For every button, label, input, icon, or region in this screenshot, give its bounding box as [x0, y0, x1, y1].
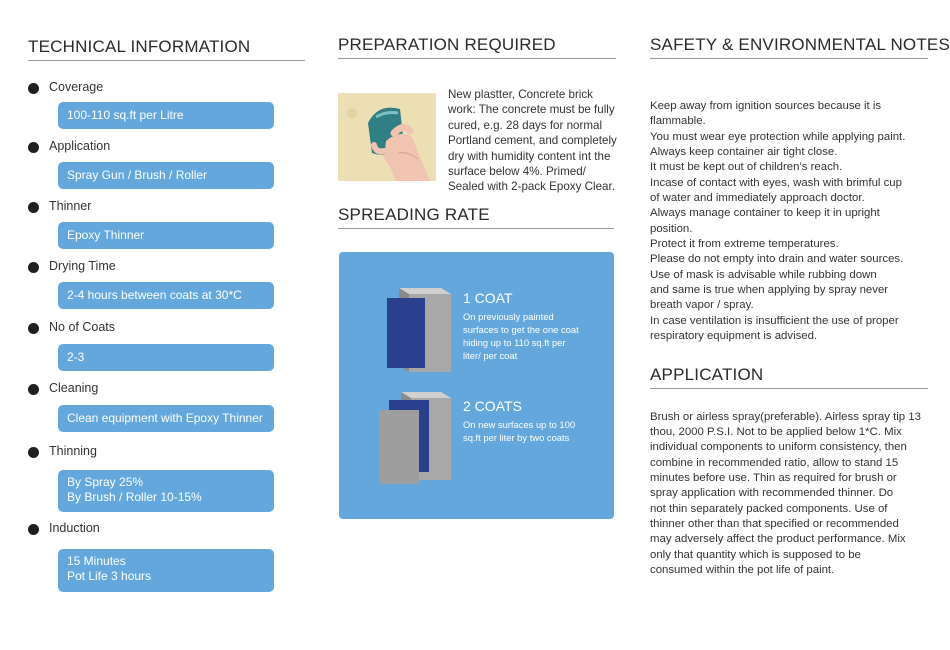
application-line: combine in recommended ratio, allow to stand 15	[650, 456, 899, 469]
technical-item-value: Spray Gun / Brush / Roller	[58, 162, 274, 189]
application-line: consumed within the pot life of paint.	[650, 563, 835, 576]
technical-item-value: By Spray 25% By Brush / Roller 10-15%	[58, 470, 274, 512]
safety-line: flammable.	[650, 115, 706, 128]
technical-item-label: Drying Time	[49, 259, 116, 273]
bullet-icon	[28, 262, 39, 273]
technical-item-label: Thinning	[49, 444, 97, 458]
safety-heading: SAFETY & ENVIRONMENTAL NOTES	[650, 35, 928, 59]
application-line: thou, 2000 P.S.I. Not to be applied below 1*C. Mix	[650, 425, 902, 438]
sanding-hand-image	[338, 93, 436, 181]
safety-line: Please do not empty into drain and water sources.	[650, 253, 904, 266]
bullet-icon	[28, 384, 39, 395]
technical-item-value: 2-4 hours between coats at 30*C	[58, 282, 274, 309]
safety-line: respiratory equipment is advised.	[650, 330, 818, 343]
safety-line: It must be kept out of children’s reach.	[650, 161, 843, 174]
safety-notes-text	[650, 99, 928, 345]
spreading-rate-panel	[339, 252, 614, 519]
application-line: not thin separately packed components. Use of	[650, 502, 888, 515]
bullet-icon	[28, 202, 39, 213]
safety-line: In case ventilation is insufficient the use of proper	[650, 314, 899, 327]
bullet-icon	[28, 142, 39, 153]
spreading-rate-heading: SPREADING RATE	[338, 205, 614, 229]
application-line: individual components to uniform consistency, then	[650, 441, 907, 454]
technical-item-label: Coverage	[49, 80, 104, 94]
technical-item-value: 2-3	[58, 344, 274, 371]
technical-item-label: Induction	[49, 521, 100, 535]
safety-application-section	[650, 0, 950, 578]
two-coats-description: On new surfaces up to 100 sq.ft per liter by two coats	[463, 419, 576, 443]
safety-line: Use of mask is advisable while rubbing down	[650, 268, 877, 281]
application-line: only that quantity which is supposed to be	[650, 548, 861, 561]
safety-line: Always keep container air tight close.	[650, 146, 838, 159]
safety-line: of water and immediately approach doctor.	[650, 192, 865, 205]
safety-line: Protect it from extreme temperatures.	[650, 238, 839, 251]
bullet-icon	[28, 447, 39, 458]
technical-item-value: Clean equipment with Epoxy Thinner	[58, 405, 274, 432]
technical-item-value: 15 Minutes Pot Life 3 hours	[58, 549, 274, 592]
safety-line: breath vapor / spray.	[650, 299, 754, 312]
technical-information-heading: TECHNICAL INFORMATION	[28, 37, 305, 61]
bullet-icon	[28, 524, 39, 535]
technical-item-label: No of Coats	[49, 320, 116, 334]
safety-line: Incase of contact with eyes, wash with brimful cup	[650, 176, 902, 189]
bullet-icon	[28, 83, 39, 94]
application-line: may adversely affect the product performance. Mix	[650, 533, 906, 546]
application-line: Brush or airless spray(preferable). Airless spray tip 13	[650, 410, 921, 423]
technical-item-label: Thinner	[49, 199, 92, 213]
one-coat-title: 1 COAT	[463, 290, 513, 306]
one-coat-icon	[385, 286, 455, 376]
one-coat-description: On previously painted surfaces to get the one coat hiding up to 110 sq.ft per liter/ per coat	[463, 311, 579, 361]
safety-line: position.	[650, 222, 693, 235]
preparation-section	[338, 0, 617, 443]
safety-line: and same is true when applying by spray never	[650, 284, 889, 297]
technical-item-value: 100-110 sq.ft per Litre	[58, 102, 274, 129]
technical-item-label: Cleaning	[49, 381, 99, 395]
preparation-heading: PREPARATION REQUIRED	[338, 35, 616, 59]
application-line: spray application with recommended thinner. Do	[650, 487, 894, 500]
application-line: thinner other than that specified or recommended	[650, 517, 899, 530]
safety-line: Keep away from ignition sources because it is	[650, 100, 882, 112]
bullet-icon	[28, 323, 39, 334]
safety-line: Always manage container to keep it in upright	[650, 207, 880, 220]
technical-item-label: Application	[49, 139, 111, 153]
preparation-text: New plastter, Concrete brick work: The concrete must be fully cured, e.g. 28 days for normal Portland cement, and completely dry with humidity content int the surface below 4%. Primed/ Sealed with 2-pack Epoxy Clear.	[448, 88, 617, 194]
application-heading: APPLICATION	[650, 365, 928, 389]
application-text	[650, 410, 928, 579]
technical-item-value: Epoxy Thinner	[58, 222, 274, 249]
safety-line: You must wear eye protection while applying paint.	[650, 130, 906, 143]
two-coats-title: 2 COATS	[463, 398, 522, 414]
two-coats-icon	[377, 390, 457, 486]
application-line: minutes before use. Thin as required for brush or	[650, 471, 897, 484]
technical-information-section	[28, 0, 305, 583]
